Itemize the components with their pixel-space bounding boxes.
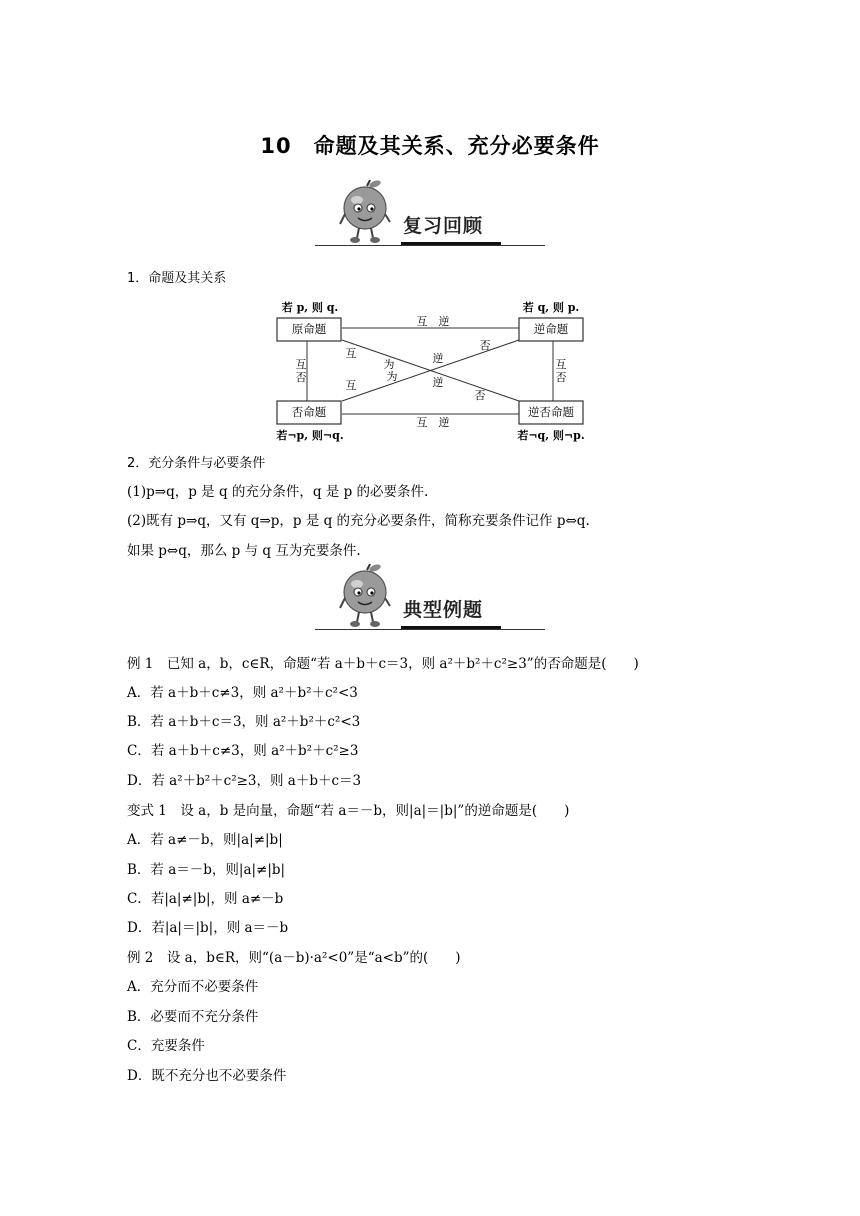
section2-line-2: (2)既有 p⇒q，又有 q⇒p，p 是 q 的充分必要条件，简称充要条件记作 p⇔q.: [127, 513, 590, 529]
example1-stem: 例 1 已知 a，b，c∈R，命题“若 a＋b＋c＝3，则 a²＋b²＋c²≥3”的否命题是( ): [127, 656, 639, 672]
cross-label-hu-2: 互: [345, 379, 357, 392]
variant1-option-a: A．若 a≠－b，则|a|≠|b|: [127, 832, 283, 848]
right-edge-label-1: 互: [555, 358, 567, 371]
cross-label-wei-1: 为: [383, 358, 395, 371]
page-title: 10 命题及其关系、充分必要条件: [260, 134, 600, 158]
box-converse-text: 逆命题: [533, 322, 569, 336]
banner-rule: [315, 245, 545, 246]
example2-option-c: C．充要条件: [127, 1038, 205, 1054]
cross-label-ni-2: 逆: [432, 376, 444, 389]
variant1-option-b: B．若 a＝－b，则|a|≠|b|: [127, 862, 286, 878]
example2-option-b: B．必要而不充分条件: [127, 1009, 259, 1025]
section2-line-3: 如果 p⇔q，那么 p 与 q 互为充要条件.: [127, 543, 361, 559]
left-edge-label-1: 互: [295, 358, 307, 371]
box-contrapositive-text: 逆否命题: [528, 405, 574, 419]
section2-heading: 2．充分条件与必要条件: [127, 456, 266, 471]
example2-option-a: A．充分而不必要条件: [127, 979, 259, 995]
label-contrapositive: 若¬q, 则¬p.: [517, 429, 585, 442]
example1-option-a: A．若 a＋b＋c≠3，则 a²＋b²＋c²<3: [127, 685, 358, 701]
label-original: 若 p, 则 q.: [281, 301, 339, 314]
example1-option-c: C．若 a＋b＋c≠3，则 a²＋b²＋c²≥3: [127, 743, 359, 759]
top-edge-label: 互 逆: [416, 315, 450, 328]
example1-option-d: D．若 a²＋b²＋c²≥3，则 a＋b＋c＝3: [127, 773, 362, 789]
proposition-relation-diagram: [270, 298, 590, 446]
cross-label-hu-1: 互: [345, 347, 357, 360]
section1-heading: 1．命题及其关系: [127, 271, 227, 286]
example1-option-b: B．若 a＋b＋c＝3，则 a²＋b²＋c²<3: [127, 714, 361, 730]
review-banner-label: 复习回顾: [403, 215, 484, 237]
section2-line-1: (1)p⇒q，p 是 q 的充分条件，q 是 p 的必要条件.: [127, 484, 429, 500]
review-banner: [315, 186, 545, 246]
variant1-stem: 变式 1 设 a，b 是向量，命题“若 a＝－b，则|a|＝|b|”的逆命题是( ): [127, 803, 570, 819]
label-inverse: 若¬p, 则¬q.: [276, 429, 344, 442]
cross-label-fou-2: 否: [474, 389, 486, 402]
cross-label-fou-1: 否: [479, 339, 491, 352]
apple-mascot-icon: [337, 180, 393, 246]
examples-banner-label: 典型例题: [403, 599, 484, 621]
box-inverse-text: 否命题: [291, 405, 327, 419]
example2-stem: 例 2 设 a，b∈R，则“(a－b)·a²<0”是“a<b”的( ): [127, 950, 461, 966]
banner-rule: [315, 629, 545, 630]
variant1-option-d: D．若|a|＝|b|，则 a＝－b: [127, 920, 289, 936]
right-edge-label-2: 否: [555, 371, 567, 384]
cross-label-wei-2: 为: [386, 370, 398, 383]
apple-mascot-icon: [337, 564, 393, 630]
box-original-text: 原命题: [291, 322, 327, 336]
examples-banner: [315, 570, 545, 630]
variant1-option-c: C．若|a|≠|b|，则 a≠－b: [127, 891, 284, 907]
example2-option-d: D．既不充分也不必要条件: [127, 1068, 287, 1084]
label-converse: 若 q, 则 p.: [522, 301, 580, 314]
bottom-edge-label: 互 逆: [416, 416, 450, 429]
cross-label-ni-1: 逆: [432, 352, 444, 365]
left-edge-label-2: 否: [295, 371, 307, 384]
